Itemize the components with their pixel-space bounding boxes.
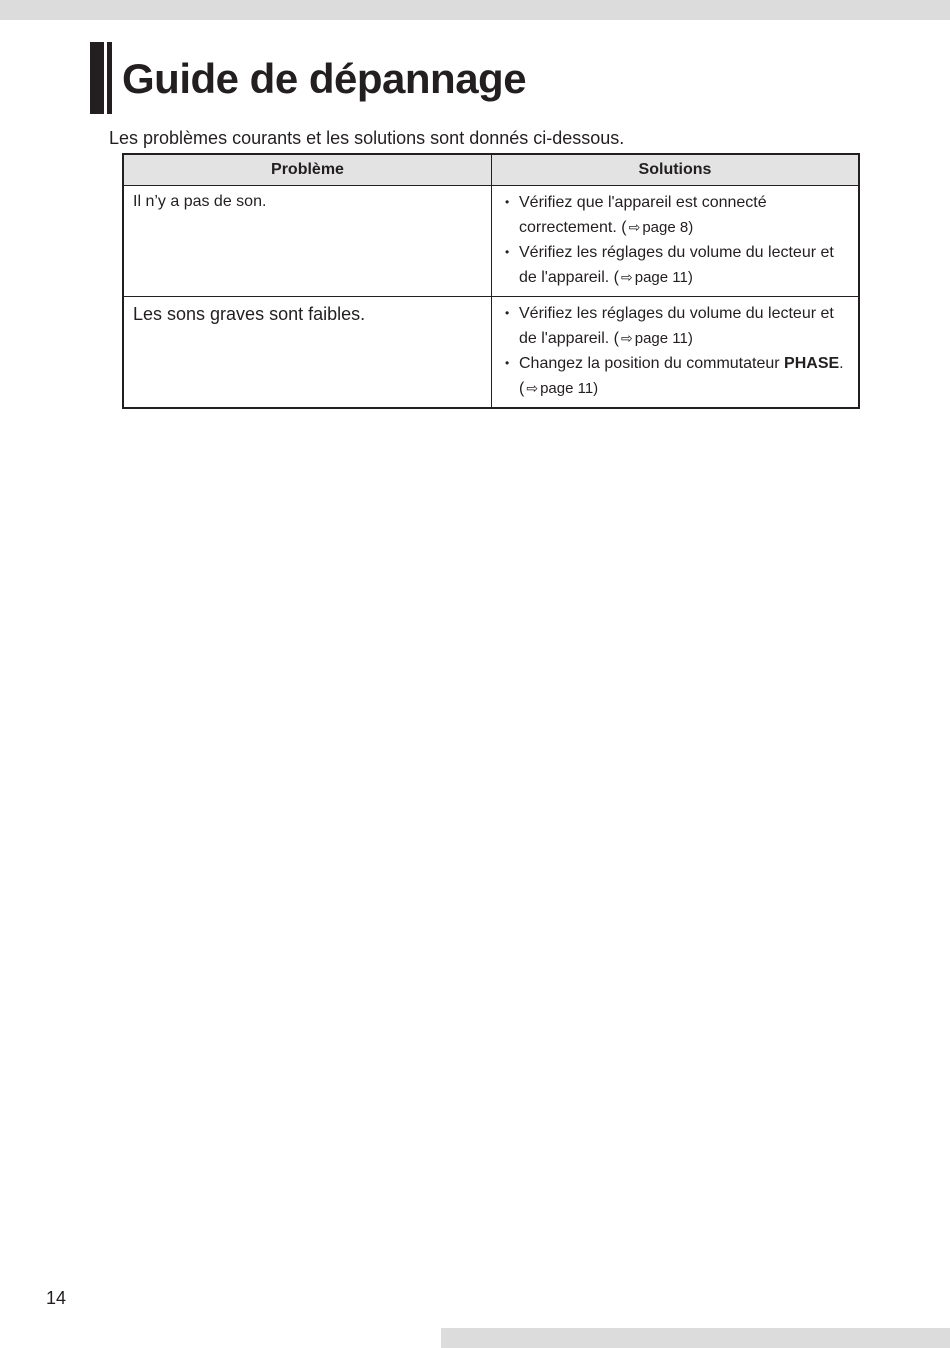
- solutions-list: [492, 297, 858, 407]
- page-reference: page 11): [634, 269, 693, 286]
- solution-text: Vérifiez que l'appareil est connecté correctement. (: [519, 194, 767, 236]
- problem-cell: [123, 186, 492, 297]
- solution-text: Changez la position du commutateur: [519, 355, 785, 372]
- switch-name: PHASE: [784, 355, 840, 372]
- solution-text-after: . (: [519, 355, 844, 397]
- solution-text: Vérifiez les réglages du volume du lecteur et de l'appareil. (: [519, 305, 834, 347]
- arrow-right-icon: ⇨: [526, 380, 539, 396]
- header-problem: Problème: [123, 154, 492, 186]
- troubleshooting-table: [122, 153, 860, 409]
- arrow-right-icon: ⇨: [621, 269, 633, 285]
- arrow-right-icon: ⇨: [628, 219, 641, 235]
- arrow-right-icon: ⇨: [621, 330, 633, 346]
- solutions-cell: [492, 297, 860, 409]
- solutions-list: [492, 186, 858, 296]
- page-reference: page 8): [642, 219, 694, 236]
- title-bar-thick: [90, 42, 104, 114]
- bottom-band: [441, 1328, 950, 1348]
- solution-item: [505, 240, 850, 290]
- problem-text: Il n’y a pas de son.: [133, 193, 267, 210]
- page-title: Guide de dépannage: [122, 55, 527, 102]
- problem-cell: [123, 297, 492, 409]
- page-reference: page 11): [540, 380, 599, 397]
- solution-item: [505, 351, 850, 401]
- solution-text: Vérifiez les réglages du volume du lecteur et de l'appareil. (: [519, 244, 834, 286]
- title-bar-thin: [107, 42, 112, 114]
- table-row: [123, 186, 859, 297]
- table-row: [123, 297, 859, 409]
- solution-item: [505, 301, 850, 351]
- page-number: 14: [46, 1288, 67, 1308]
- page-reference: page 11): [634, 330, 693, 347]
- solutions-cell: [492, 186, 860, 297]
- top-band: [0, 0, 950, 20]
- intro-text: Les problèmes courants et les solutions sont donnés ci-dessous.: [109, 128, 625, 148]
- problem-text: Les sons graves sont faibles.: [133, 304, 366, 324]
- table-header-row: [123, 154, 859, 186]
- solution-item: [505, 190, 850, 240]
- header-solutions: Solutions: [492, 154, 860, 186]
